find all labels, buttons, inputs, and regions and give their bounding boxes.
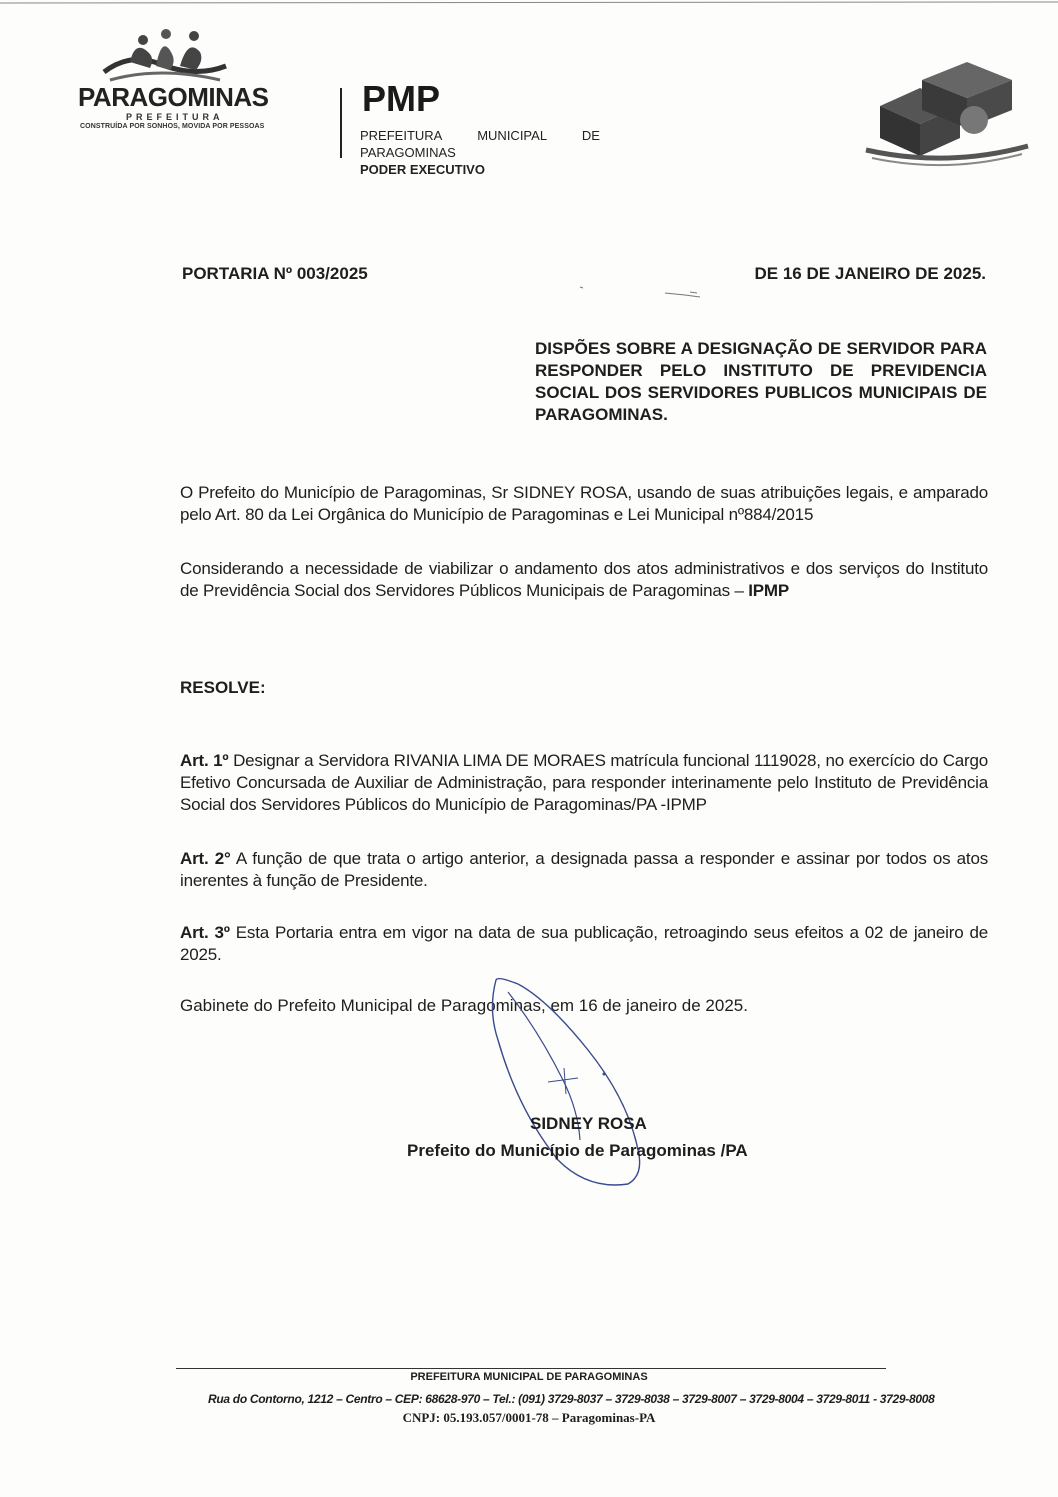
pmp-line-2: PARAGOMINAS	[360, 145, 456, 160]
article-1-label: Art. 1º	[180, 751, 229, 770]
article-1-text: Designar a Servidora RIVANIA LIMA DE MORAES matrícula funcional 1119028, no exercício do Cargo Efetivo Concursada de Auxiliar de Administração, para responder interinamente pelo Instituto de Previdência Social dos Servidores Públicos do Município de Paragominas/PA -IPMP	[180, 751, 988, 814]
considerando-acronym: IPMP	[748, 581, 789, 600]
footer-address: Rua do Contorno, 1212 – Centro – CEP: 68628-970 – Tel.: (091) 3729-8037 – 3729-8038 – 3729-8007 – 3729-8004 – 3729-8011 - 3729-8008	[208, 1392, 935, 1406]
pmp-title: PMP	[362, 78, 441, 119]
article-2-text: A função de que trata o artigo anterior, a designada passa a responder e assinar por todos os atos inerentes à função de Presidente.	[180, 849, 989, 890]
gabinete-line: Gabinete do Prefeito Municipal de Paragominas, em 16 de janeiro de 2025.	[180, 996, 748, 1015]
ementa: DISPÕES SOBRE A DESIGNAÇÃO DE SERVIDOR PARA RESPONDER PELO INSTITUTO DE PREVIDENCIA SOCIAL DOS SERVIDORES PUBLICOS MUNICIPAIS DE PARAGOMINAS.	[535, 339, 987, 424]
considerando-text: Considerando a necessidade de viabilizar o andamento dos atos administrativos e dos serviços do Instituto de Previdência Social dos Servidores Públicos Municipais de Paragominas –	[180, 559, 988, 600]
preamble-paragraph: O Prefeito do Município de Paragominas, Sr SIDNEY ROSA, usando de suas atribuições legais, e amparado pelo Art. 80 da Lei Orgânica do Município de Paragominas e Lei Municipal nº884/2015	[180, 483, 988, 524]
paragominas-logo-icon	[100, 22, 230, 84]
footer-cnpj: CNPJ: 05.193.057/0001-78 – Paragominas-PA	[402, 1410, 656, 1425]
article-3	[180, 922, 988, 966]
article-1	[180, 750, 988, 816]
considerando-paragraph	[180, 558, 988, 602]
footer-divider	[176, 1368, 886, 1369]
portaria-date: DE 16 DE JANEIRO DE 2025.	[754, 264, 986, 283]
scan-artifact	[575, 283, 725, 303]
pmp-line-3: PODER EXECUTIVO	[360, 162, 485, 177]
logo-slogan: CONSTRUÍDA POR SONHOS, MOVIDA POR PESSOAS	[80, 123, 265, 130]
portaria-number: PORTARIA Nº 003/2025	[182, 264, 368, 283]
signatory-name: SIDNEY ROSA	[530, 1114, 647, 1133]
article-3-text: Esta Portaria entra em vigor na data de sua publicação, retroagindo seus efeitos a 02 de janeiro de 2025.	[180, 923, 988, 964]
resolve-heading: RESOLVE:	[180, 678, 266, 697]
logo-subtitle: PREFEITURA	[126, 112, 224, 122]
article-2	[180, 848, 988, 892]
footer-institution: PREFEITURA MUNICIPAL DE PARAGOMINAS	[410, 1371, 648, 1383]
logo-name: PARAGOMINAS	[78, 82, 269, 112]
signatory-role: Prefeito do Município de Paragominas /PA	[407, 1141, 748, 1160]
pmp-divider	[340, 88, 342, 158]
pmp-line-1-word-2: MUNICIPAL	[477, 128, 548, 143]
handwritten-signature	[468, 970, 668, 1200]
article-2-label: Art. 2°	[180, 849, 231, 868]
pmp-line-1-word-3: DE	[581, 128, 600, 143]
scan-edge-line	[0, 0, 1058, 8]
article-3-label: Art. 3º	[180, 923, 230, 942]
pmp-line-1	[360, 128, 600, 143]
pmp-line-1-word-1: PREFEITURA	[360, 128, 443, 143]
institute-emblem-icon	[862, 58, 1032, 176]
